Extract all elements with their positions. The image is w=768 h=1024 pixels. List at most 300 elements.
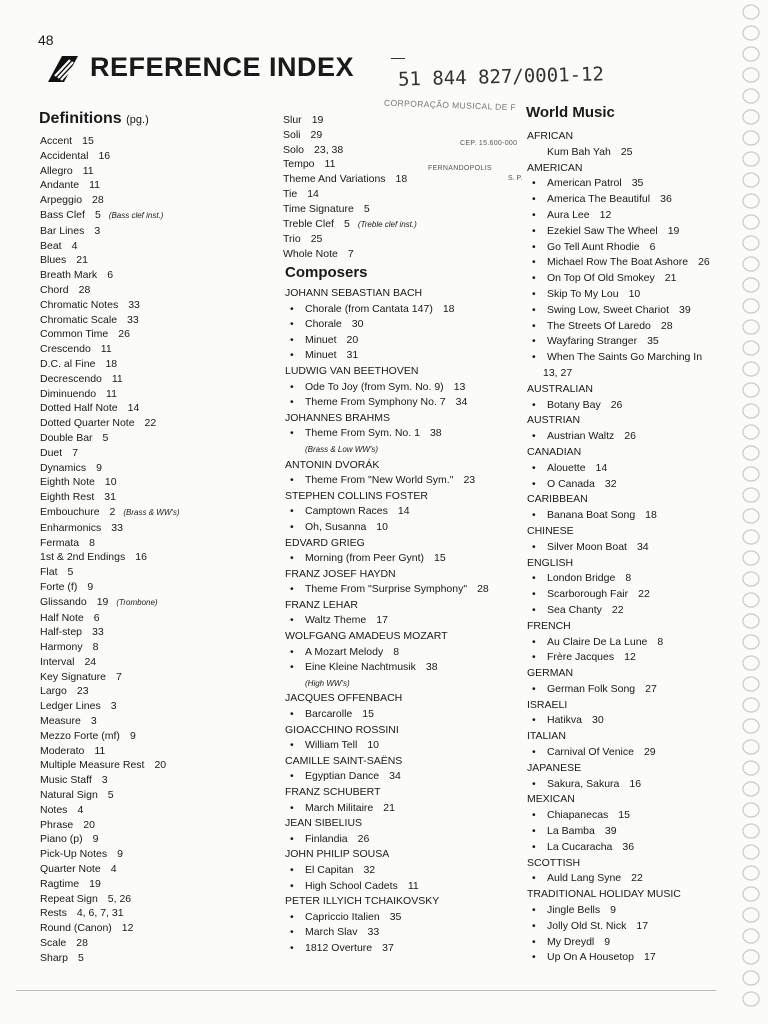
spiral-ring [743, 803, 759, 817]
definition-pages: 33 [92, 626, 104, 639]
spiral-ring [743, 383, 759, 397]
song-pages: 36 [660, 193, 672, 206]
work-note: (Brass & Low WW's) [305, 444, 379, 454]
bullet-icon: • [532, 351, 536, 364]
song-title: Jolly Old St. Nick [547, 919, 627, 932]
song-pages: 9 [604, 935, 611, 948]
definition-pages: 5 [363, 202, 370, 215]
work-title: Chorale (from Cantata 147) [305, 302, 433, 315]
spiral-binding [738, 0, 764, 1024]
bullet-icon: • [532, 951, 536, 964]
song-row [527, 935, 710, 951]
song-title: Wayfaring Stranger [547, 335, 638, 348]
work-title: Barcarolle [305, 708, 353, 721]
region-name: AUSTRIAN [527, 414, 581, 427]
definition-term: Eighth Rest [40, 491, 95, 504]
composer-work-row [285, 738, 489, 754]
definition-row [40, 550, 180, 565]
song-row [527, 603, 710, 619]
bullet-icon: • [532, 919, 536, 932]
song-pages: 26 [610, 398, 623, 411]
song-pages: 26 [698, 256, 710, 269]
definition-pages: 28 [76, 937, 88, 950]
composers-list [285, 286, 489, 957]
song-title: Sea Chanty [547, 603, 602, 616]
song-pages: 36 [622, 840, 635, 853]
song-row [527, 145, 710, 161]
song-pages: 12 [599, 208, 612, 221]
definition-pages: 5 [94, 208, 101, 221]
definition-term: Accidental [40, 149, 89, 162]
region-name: ISRAELI [527, 698, 568, 711]
spiral-ring [743, 173, 759, 187]
definition-pages: 5 [67, 566, 74, 579]
definition-term: Key Signature [40, 670, 106, 683]
spiral-ring [743, 845, 759, 859]
song-title: Hatikva [547, 714, 583, 727]
world-music-list [527, 129, 710, 966]
stamp-state: S. P. [508, 175, 523, 182]
song-title: La Bamba [547, 825, 595, 838]
definition-pages: 29 [310, 128, 323, 141]
definition-row [40, 431, 180, 446]
composer-work-row [285, 801, 489, 817]
spiral-ring [743, 677, 759, 691]
definition-pages: 2 [109, 505, 116, 518]
work-pages: 10 [367, 739, 379, 752]
spiral-ring [743, 866, 759, 880]
definition-row [40, 149, 180, 164]
composer-work-row [285, 660, 489, 676]
song-pages: 21 [664, 272, 677, 285]
definition-pages: 5, 26 [107, 892, 132, 905]
definition-term: Repeat Sign [40, 892, 98, 905]
work-title: Ode To Joy (from Sym. No. 9) [305, 380, 444, 393]
song-row [527, 777, 710, 793]
song-row [527, 713, 710, 729]
bullet-icon: • [290, 645, 294, 658]
definition-term: Whole Note [283, 248, 338, 261]
region-name: MEXICAN [527, 793, 575, 806]
work-title: Minuet [305, 349, 337, 362]
bullet-icon: • [532, 256, 536, 269]
song-row [527, 919, 710, 935]
bullet-icon: • [532, 177, 536, 190]
composer-work-row [285, 879, 489, 895]
definition-term: Time Signature [283, 202, 354, 215]
composer-name: CAMILLE SAINT-SAËNS [285, 754, 403, 767]
composer-name: FRANZ SCHUBERT [285, 786, 381, 798]
definition-row [40, 490, 180, 505]
spiral-ring [743, 824, 759, 838]
definition-pages: 28 [78, 283, 91, 296]
bullet-icon: • [532, 682, 536, 695]
stamp-number: 51 844 827/0001-12 [397, 63, 605, 91]
stamp-cep: CEP. 15.600-000 [460, 140, 518, 147]
definition-row [40, 313, 180, 328]
composer-name: WOLFGANG AMADEUS MOZART [285, 630, 448, 643]
work-pages: 37 [382, 941, 394, 954]
definition-pages: 20 [83, 818, 95, 831]
bullet-icon: • [532, 840, 536, 853]
definition-pages: 18 [105, 357, 118, 370]
bullet-icon: • [532, 477, 536, 490]
definition-pages: 22 [144, 417, 157, 430]
definition-row [283, 143, 417, 158]
bullet-icon: • [290, 349, 294, 362]
definition-row [40, 803, 180, 818]
bullet-icon: • [290, 552, 294, 565]
definition-term: Moderato [40, 744, 85, 757]
region-name: CARIBBEAN [527, 493, 588, 506]
definition-pages: 5 [78, 951, 84, 964]
composer-work-row [285, 380, 489, 396]
spiral-ring [743, 404, 759, 418]
spiral-ring [743, 887, 759, 901]
definition-pages: 24 [84, 655, 97, 668]
definition-row [40, 134, 180, 149]
song-pages: 22 [631, 872, 643, 885]
region-name: AFRICAN [527, 130, 574, 142]
work-pages: 38 [425, 661, 438, 674]
definition-row [40, 224, 180, 239]
song-title: When The Saints Go Marching In [547, 351, 703, 364]
bullet-icon: • [532, 777, 536, 790]
definition-term: Largo [40, 685, 67, 698]
bullet-icon: • [290, 863, 294, 876]
definition-term: Interval [40, 655, 75, 668]
definition-row [40, 239, 180, 254]
composer-work-row [285, 582, 489, 598]
spiral-ring [743, 950, 759, 964]
song-row [527, 176, 710, 192]
region-name: TRADITIONAL HOLIDAY MUSIC [527, 888, 681, 901]
definition-pages: 5 [107, 789, 114, 802]
bullet-icon: • [290, 832, 294, 845]
work-title: Egyptian Dance [305, 770, 380, 783]
song-pages: 14 [595, 461, 608, 474]
composer-work-row [285, 426, 489, 442]
definition-row [40, 862, 180, 877]
song-title: Auld Lang Syne [547, 872, 622, 885]
song-row [527, 808, 710, 824]
bullet-icon: • [290, 926, 294, 939]
composer-name: JOHANNES BRAHMS [285, 411, 391, 424]
bullet-icon: • [532, 287, 536, 300]
definition-term: Dotted Half Note [40, 402, 118, 415]
song-title: Scarborough Fair [547, 588, 629, 601]
song-title: America The Beautiful [547, 193, 651, 206]
song-title: Alouette [547, 461, 586, 474]
definition-term: Soli [283, 128, 301, 141]
song-row [527, 240, 710, 256]
song-pages: 10 [628, 287, 641, 300]
definition-row [40, 699, 180, 714]
region-name: GERMAN [527, 667, 574, 680]
definition-term: Natural Sign [40, 789, 98, 802]
spiral-ring [743, 992, 759, 1006]
song-title: My Dreydl [547, 935, 595, 948]
spiral-ring [743, 719, 759, 733]
work-pages: 32 [363, 863, 376, 876]
definition-pages: 19 [96, 595, 109, 608]
definition-row [40, 342, 180, 357]
definition-row [40, 208, 180, 224]
definition-row [40, 832, 180, 847]
song-title: Austrian Waltz [547, 430, 615, 443]
song-title: German Folk Song [547, 682, 636, 695]
page-title: REFERENCE INDEX [90, 52, 355, 82]
work-note: (High WW's) [305, 678, 350, 688]
definition-row [40, 640, 180, 655]
bullet-icon: • [532, 509, 536, 522]
definition-term: 1st & 2nd Endings [40, 551, 126, 564]
spiral-ring [743, 194, 759, 208]
bullet-icon: • [290, 661, 294, 674]
work-title: Oh, Susanna [305, 520, 367, 533]
definition-term: Chromatic Notes [40, 298, 119, 311]
definition-row [40, 416, 180, 431]
song-pages: 16 [629, 777, 642, 790]
work-title: Finlandia [305, 832, 348, 845]
composer-work-row [285, 317, 489, 333]
composer-work-row [285, 551, 489, 567]
spiral-ring [743, 257, 759, 271]
definition-term: Measure [40, 715, 81, 728]
work-pages: 10 [376, 520, 388, 533]
definition-row [40, 773, 180, 788]
spiral-ring [743, 362, 759, 376]
definition-pages: 14 [127, 402, 140, 415]
definition-term: Diminuendo [40, 387, 97, 400]
composer-work-row [285, 645, 489, 661]
definition-pages: 11 [106, 387, 117, 400]
spiral-ring [743, 488, 759, 502]
definition-row [40, 936, 180, 951]
definition-term: Scale [40, 937, 67, 950]
definition-note: (Trombone) [116, 597, 158, 607]
definition-row [283, 217, 417, 233]
song-title: O Canada [547, 477, 595, 490]
song-row [527, 508, 710, 524]
work-pages: 23 [463, 474, 476, 487]
spiral-ring [743, 614, 759, 628]
definition-pages: 20 [154, 759, 167, 772]
definition-row [40, 521, 180, 536]
spiral-ring [743, 131, 759, 145]
definition-row [283, 113, 417, 128]
bullet-icon: • [532, 714, 536, 727]
definition-pages: 3 [110, 700, 117, 713]
definition-term: Bass Clef [40, 208, 85, 221]
region-name: CANADIAN [527, 445, 582, 458]
stamp-corporation: CORPORAÇÃO MUSICAL DE F [383, 97, 517, 113]
bullet-icon: • [290, 505, 294, 518]
composer-work-row [285, 925, 489, 941]
song-row [527, 650, 710, 666]
bullet-icon: • [532, 635, 536, 648]
song-title: Kum Bah Yah [547, 145, 611, 158]
composer-work-row [285, 707, 489, 723]
definition-pages: 23 [76, 685, 89, 698]
song-pages: 12 [624, 651, 636, 664]
song-row [527, 398, 710, 414]
spiral-ring [743, 152, 759, 166]
definition-row [283, 187, 417, 202]
page-number: 48 [38, 32, 54, 48]
definition-term: Dynamics [40, 461, 87, 474]
spiral-ring [743, 467, 759, 481]
definition-term: Bar Lines [40, 224, 85, 237]
bullet-icon: • [532, 572, 536, 585]
work-title: A Mozart Melody [305, 645, 384, 658]
spiral-ring [743, 761, 759, 775]
song-pages: 18 [645, 509, 657, 522]
region-name: FRENCH [527, 619, 571, 632]
song-row [527, 824, 710, 840]
spiral-ring [743, 530, 759, 544]
bullet-icon: • [290, 739, 294, 752]
song-pages: 26 [624, 430, 636, 443]
definition-row [40, 372, 180, 387]
song-row [527, 587, 710, 603]
work-title: El Capitan [305, 863, 354, 876]
composer-name: JOHANN SEBASTIAN BACH [285, 287, 423, 299]
definition-row [283, 128, 417, 143]
definition-row [40, 788, 180, 803]
definition-pages: 7 [115, 670, 122, 683]
definition-row [283, 232, 417, 247]
composer-name: FRANZ LEHAR [285, 598, 358, 611]
bullet-icon: • [532, 603, 536, 616]
spiral-ring [743, 698, 759, 712]
work-title: March Slav [305, 926, 358, 939]
song-row [527, 682, 710, 698]
composer-work-row [285, 504, 489, 520]
definition-pages: 23, 38 [314, 143, 344, 156]
region-name: ITALIAN [527, 730, 566, 743]
song-pages: 35 [647, 335, 659, 348]
definition-term: Breath Mark [40, 269, 98, 282]
bullet-icon: • [532, 540, 536, 553]
spiral-ring [743, 299, 759, 313]
song-row [527, 477, 710, 493]
definition-pages: 3 [90, 715, 97, 728]
definition-pages: 4 [71, 239, 78, 252]
definition-term: Forte (f) [40, 580, 78, 593]
song-pages: 8 [657, 635, 664, 648]
definition-row [40, 505, 180, 521]
bullet-icon: • [532, 904, 536, 917]
definition-pages: 11 [94, 744, 106, 757]
definition-pages: 14 [307, 187, 319, 200]
spiral-ring [743, 5, 759, 19]
song-pages: 35 [631, 177, 644, 190]
definition-pages: 26 [118, 328, 130, 341]
definition-pages: 9 [87, 580, 94, 593]
definition-pages: 10 [104, 476, 117, 489]
definition-term: Flat [40, 566, 58, 579]
region-name: AMERICAN [527, 161, 583, 174]
work-title: Theme From Sym. No. 1 [305, 427, 420, 440]
definition-pages: 18 [395, 173, 408, 186]
definition-term: Treble Clef [283, 217, 334, 230]
definition-pages: 8 [89, 536, 95, 549]
definition-pages: 25 [310, 233, 323, 246]
composer-name: STEPHEN COLLINS FOSTER [285, 489, 428, 502]
definition-pages: 4 [77, 803, 84, 816]
definition-pages: 4 [110, 863, 117, 876]
spiral-ring [743, 341, 759, 355]
definition-row [283, 247, 417, 262]
song-pages: 13, 27 [543, 366, 573, 379]
bullet-icon: • [532, 193, 536, 206]
spiral-ring [743, 236, 759, 250]
song-title: La Cucaracha [547, 840, 613, 853]
definition-row [40, 729, 180, 744]
work-pages: 33 [367, 926, 380, 939]
definition-term: Eighth Note [40, 476, 95, 489]
song-title: On Top Of Old Smokey [547, 272, 655, 285]
definition-row [40, 536, 180, 551]
song-title: Botany Bay [547, 398, 601, 411]
spiral-ring [743, 89, 759, 103]
definition-row [40, 387, 180, 402]
song-pages: 22 [638, 588, 650, 601]
definition-row [40, 401, 180, 416]
definition-note: (Brass & WW's) [123, 507, 180, 517]
definition-row [40, 625, 180, 640]
song-pages: 39 [604, 825, 617, 838]
definition-pages: 33 [128, 298, 140, 311]
spiral-ring [743, 320, 759, 334]
work-title: Minuet [305, 333, 337, 346]
definition-row [283, 172, 417, 187]
definition-term: Arpeggio [40, 194, 83, 207]
song-pages: 27 [645, 682, 657, 695]
composer-work-row [285, 910, 489, 926]
bullet-icon: • [532, 872, 536, 885]
song-title: American Patrol [547, 177, 622, 190]
spiral-ring [743, 971, 759, 985]
work-title: Capriccio Italien [305, 910, 380, 923]
work-pages: 30 [351, 318, 364, 331]
definition-row [40, 906, 180, 921]
composer-name: EDVARD GRIEG [285, 536, 365, 549]
definition-term: Fermata [40, 536, 80, 549]
song-pages: 29 [643, 746, 656, 759]
spiral-ring [743, 509, 759, 523]
definition-row [40, 818, 180, 833]
definition-term: Allegro [40, 164, 73, 177]
region-name: CHINESE [527, 524, 574, 537]
definition-pages: 5 [343, 217, 350, 230]
spiral-ring [743, 908, 759, 922]
song-pages: 22 [611, 603, 624, 616]
definition-pages: 21 [76, 254, 88, 267]
bullet-icon: • [290, 302, 294, 315]
spiral-ring [743, 551, 759, 565]
work-title: High School Cadets [305, 879, 398, 892]
song-title: Up On A Housetop [547, 951, 634, 964]
work-title: William Tell [305, 739, 358, 752]
work-pages: 31 [346, 349, 359, 362]
work-pages: 15 [434, 552, 446, 565]
definition-term: Mezzo Forte (mf) [40, 729, 120, 742]
definition-term: Enharmonics [40, 521, 102, 534]
definitions-heading: Definitions (pg.) [39, 110, 149, 127]
definition-term: Ledger Lines [40, 700, 101, 713]
